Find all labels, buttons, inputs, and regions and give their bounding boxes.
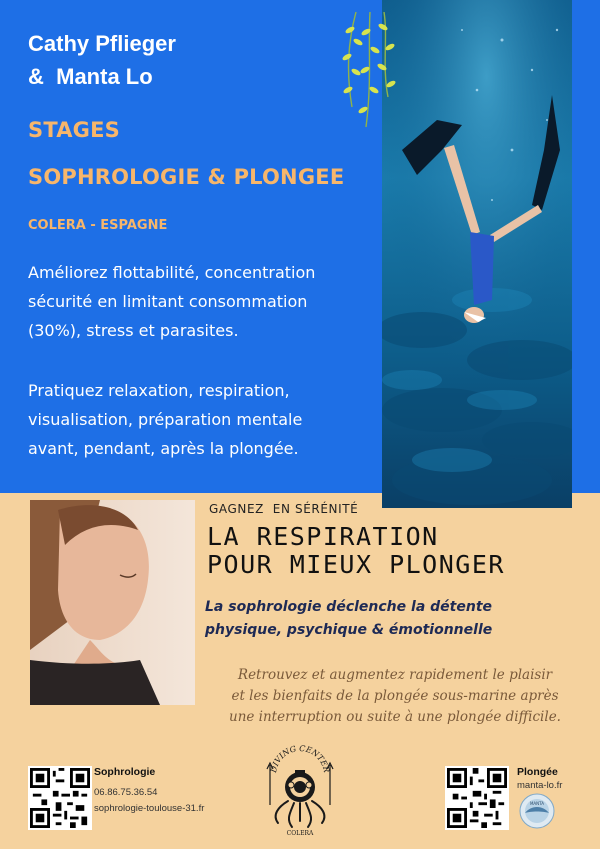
footer-right-title: Plongée: [517, 766, 558, 778]
qr-code-sophrologie[interactable]: [28, 766, 92, 830]
intro-paragraph-2: [28, 376, 378, 463]
footer-right-website[interactable]: manta-lo.fr: [517, 780, 563, 791]
body-line: Retrouvez et augmentez rapidement le plaisir: [237, 667, 553, 683]
author-line-2: & Manta Lo: [28, 64, 153, 89]
manta-badge-icon: [517, 793, 557, 829]
feature-emphasis: [205, 596, 492, 642]
svg-text:DIVING CENTER: [269, 745, 331, 774]
woman-photo: [30, 500, 195, 705]
author-line-1: Cathy Pflieger: [28, 31, 176, 56]
headline-line-2: POUR MIEUX PLONGER: [207, 550, 505, 579]
feature-body: [205, 665, 585, 728]
feature-kicker: GAGNEZ EN SÉRÉNITÉ: [209, 502, 359, 516]
location-label: COLERA - ESPAGNE: [28, 218, 168, 233]
diver-photo-graphic: [382, 0, 572, 508]
authors: [28, 27, 176, 93]
logo-top-text: DIVING CENTER: [269, 745, 331, 774]
footer-left-website[interactable]: sophrologie-toulouse-31.fr: [94, 803, 205, 814]
body-line: et les bienfaits de la plongée sous-marine après: [231, 688, 559, 704]
intro-line: (30%), stress et parasites.: [28, 321, 239, 340]
diving-center-logo-icon: [264, 745, 336, 837]
headline-line-1: LA RESPIRATION: [207, 522, 439, 551]
footer-left-title: Sophrologie: [94, 766, 156, 778]
intro-line: Améliorez flottabilité, concentration: [28, 263, 316, 282]
footer-left-phone: 06.86.75.36.54: [94, 787, 158, 798]
manta-badge-text: MANTA: [529, 801, 545, 806]
woman-photo-graphic: [30, 500, 195, 705]
emphasis-line-2: physique, psychique & émotionnelle: [205, 622, 493, 638]
intro-line: visualisation, préparation mentale: [28, 410, 303, 429]
feature-headline: [207, 523, 505, 579]
intro-line: Pratiquez relaxation, respiration,: [28, 381, 290, 400]
diver-photo: [382, 0, 572, 508]
stages-heading: STAGES: [28, 118, 120, 142]
qr-code-plongee[interactable]: [445, 766, 509, 830]
intro-paragraph-1: [28, 258, 378, 345]
body-line: une interruption ou suite à une plongée difficile.: [229, 709, 561, 725]
intro-line: sécurité en limitant consommation: [28, 292, 308, 311]
hanging-plant-icon: [338, 12, 398, 132]
logo-bottom-text: COLERA: [286, 830, 314, 837]
intro-line: avant, pendant, après la plongée.: [28, 439, 299, 458]
subject-heading: SOPHROLOGIE & PLONGEE: [28, 165, 345, 189]
emphasis-line-1: La sophrologie déclenche la détente: [205, 599, 492, 615]
